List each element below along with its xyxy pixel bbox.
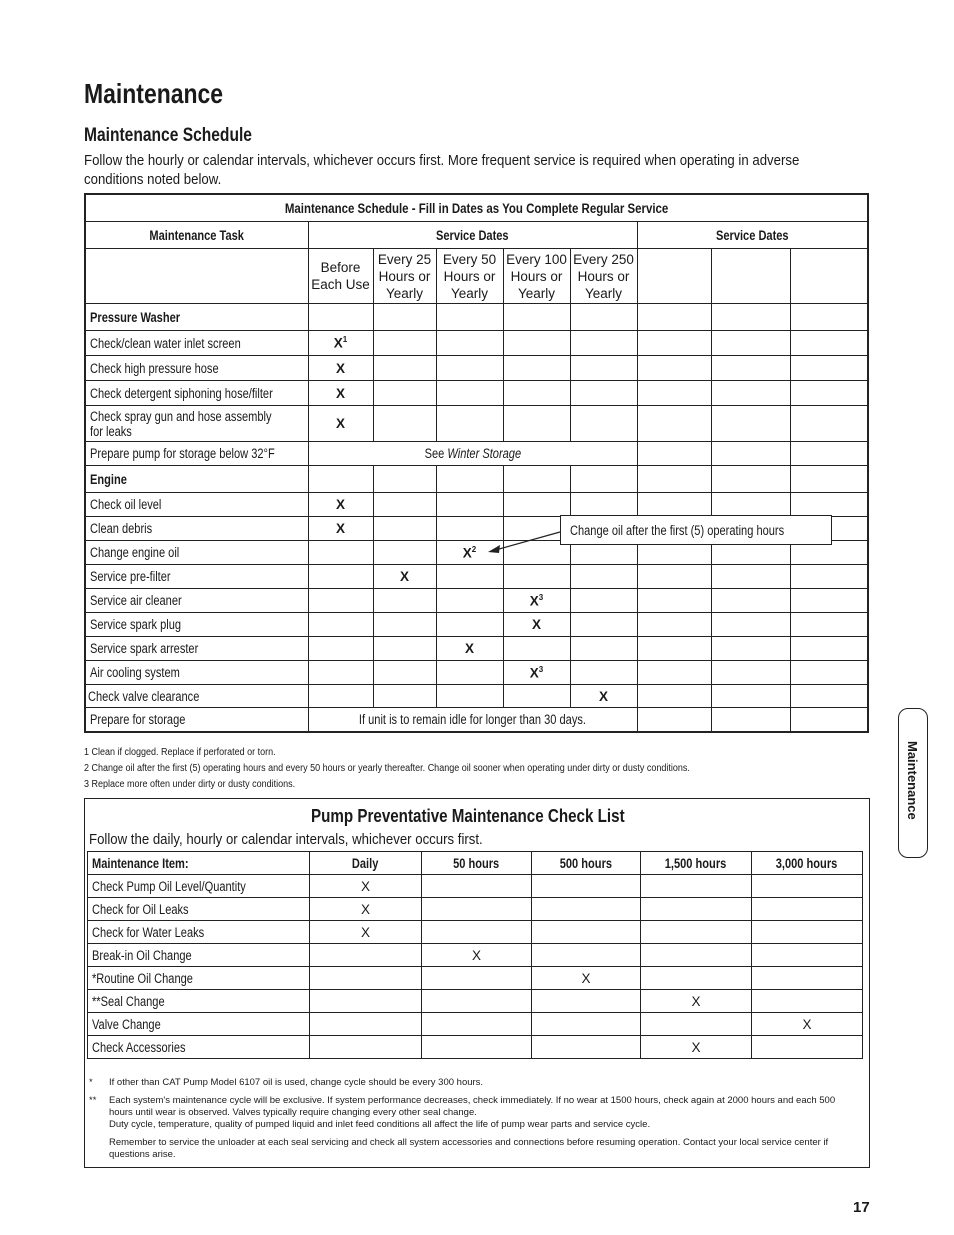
task-cell: Service pre-filter <box>85 565 308 589</box>
mark-cell: X <box>308 356 373 381</box>
date-cell[interactable] <box>790 249 868 304</box>
pump-header-item: Maintenance Item: <box>88 852 310 875</box>
pump-note-1: * If other than CAT Pump Model 6107 oil is used, change cycle should be every 300 hours. <box>89 1077 484 1088</box>
pump-note-3: Remember to service the unloader at each seal servicing and check all system accessories and connections before resuming operation. Contact your local service center if questions arise. <box>109 1137 829 1160</box>
mark-cell: X <box>570 685 637 708</box>
task-cell: Check spray gun and hose assembly for leaks <box>85 406 308 442</box>
task-cell: Check/clean water inlet screen <box>85 331 308 356</box>
mark-cell: X <box>308 493 373 517</box>
pump-item: Valve Change <box>88 1013 310 1036</box>
winter-storage-note: See Winter Storage <box>308 442 637 466</box>
side-tab-maintenance: Maintenance <box>898 708 928 858</box>
interval-100-hours: Every 100 Hours or Yearly <box>503 249 570 304</box>
page-number: 17 <box>853 1199 870 1216</box>
pump-item: Check Accessories <box>88 1036 310 1059</box>
task-cell: Service spark plug <box>85 613 308 637</box>
mark-cell: X <box>373 565 436 589</box>
schedule-footnotes <box>84 745 757 793</box>
task-cell: Check valve clearance <box>85 685 308 708</box>
pump-checklist-box <box>84 798 870 1168</box>
pump-item: Check for Oil Leaks <box>88 898 310 921</box>
task-cell: Air cooling system <box>85 661 308 685</box>
pump-mark: X <box>752 1013 863 1036</box>
pump-header-500: 500 hours <box>532 852 641 875</box>
pump-header-daily: Daily <box>310 852 422 875</box>
task-cell: Check high pressure hose <box>85 356 308 381</box>
task-cell: Service spark arrester <box>85 637 308 661</box>
mark-cell: $X^3$ <box>503 589 570 613</box>
pump-note-2: ** Each system's maintenance cycle will be exclusive. If system performance decreases, check immediately. If no wear at 1500 hours, check again at 2000 hours and each 500 hours until wear is observed. Valves typically require changing every other seal change. Duty cycle, temperature, quality of pumped liquid and inlet feed conditions all affect the life of pump wear parts and service cycle. <box>89 1095 836 1130</box>
section-title: Maintenance Schedule <box>84 125 252 146</box>
callout-arrow <box>480 520 570 560</box>
mark-cell: $X^1$ <box>308 331 373 356</box>
pump-header-50: 50 hours <box>422 852 532 875</box>
maintenance-schedule-table <box>84 193 869 733</box>
pump-item: *Routine Oil Change <box>88 967 310 990</box>
pump-checklist-intro: Follow the daily, hourly or calendar intervals, whichever occurs first. <box>89 831 483 848</box>
pump-header-1500: 1,500 hours <box>641 852 752 875</box>
interval-50-hours: Every 50 Hours or Yearly <box>436 249 503 304</box>
pump-mark: X <box>641 1036 752 1059</box>
pump-mark: X <box>310 875 422 898</box>
task-cell: Check detergent siphoning hose/filter <box>85 381 308 406</box>
pump-mark: X <box>310 921 422 944</box>
pump-mark: X <box>532 967 641 990</box>
oil-change-callout: Change oil after the first (5) operating hours <box>560 515 832 545</box>
pump-item: Break-in Oil Change <box>88 944 310 967</box>
pump-checklist-title: Pump Preventative Maintenance Check List <box>311 805 625 826</box>
date-cell[interactable] <box>711 249 790 304</box>
footnote-3: 3 Replace more often under dirty or dusty conditions. <box>84 779 296 790</box>
mark-cell: $X^2$ <box>436 541 503 565</box>
pump-mark: X <box>310 898 422 921</box>
mark-cell: $X^3$ <box>503 661 570 685</box>
footnote-2: 2 Change oil after the first (5) operating hours and every 50 hours or yearly thereafter. Change oil sooner when operating under dirty or dusty conditions. <box>84 763 690 774</box>
mark-cell: X <box>436 637 503 661</box>
pump-mark: X <box>422 944 532 967</box>
mark-cell: X <box>308 381 373 406</box>
col-service-dates-header-2: Service Dates <box>637 222 868 249</box>
category-pressure-washer: Pressure Washer <box>85 304 308 331</box>
mark-cell: X <box>503 613 570 637</box>
col-task-header: Maintenance Task <box>85 222 308 249</box>
task-cell: Prepare for storage <box>85 708 308 732</box>
task-cell: Check oil level <box>85 493 308 517</box>
date-cell[interactable] <box>637 249 711 304</box>
page-title: Maintenance <box>84 78 224 109</box>
mark-cell: X <box>308 406 373 442</box>
pump-item: Check for Water Leaks <box>88 921 310 944</box>
pump-header-3000: 3,000 hours <box>752 852 863 875</box>
interval-250-hours: Every 250 Hours or Yearly <box>570 249 637 304</box>
blank-cell <box>85 249 308 304</box>
task-cell: Service air cleaner <box>85 589 308 613</box>
pump-item: **Seal Change <box>88 990 310 1013</box>
mark-cell: X <box>308 517 373 541</box>
task-cell: Prepare pump for storage below 32°F <box>85 442 308 466</box>
intro-text: Follow the hourly or calendar intervals, whichever occurs first. More frequent service is required when operating in adverse conditions noted below. <box>84 152 800 188</box>
pump-notes <box>89 1077 859 1167</box>
task-cell: Clean debris <box>85 517 308 541</box>
schedule-title: Maintenance Schedule - Fill in Dates as You Complete Regular Service <box>85 194 868 222</box>
footnote-1: 1 Clean if clogged. Replace if perforated or torn. <box>84 747 276 758</box>
pump-checklist-table <box>87 851 863 1059</box>
category-engine: Engine <box>85 466 308 493</box>
task-cell: Change engine oil <box>85 541 308 565</box>
storage-note: If unit is to remain idle for longer than 30 days. <box>308 708 637 732</box>
interval-25-hours: Every 25 Hours or Yearly <box>373 249 436 304</box>
col-service-dates-header: Service Dates <box>308 222 637 249</box>
pump-item: Check Pump Oil Level/Quantity <box>88 875 310 898</box>
interval-before-each-use: Before Each Use <box>308 249 373 304</box>
pump-mark: X <box>641 990 752 1013</box>
